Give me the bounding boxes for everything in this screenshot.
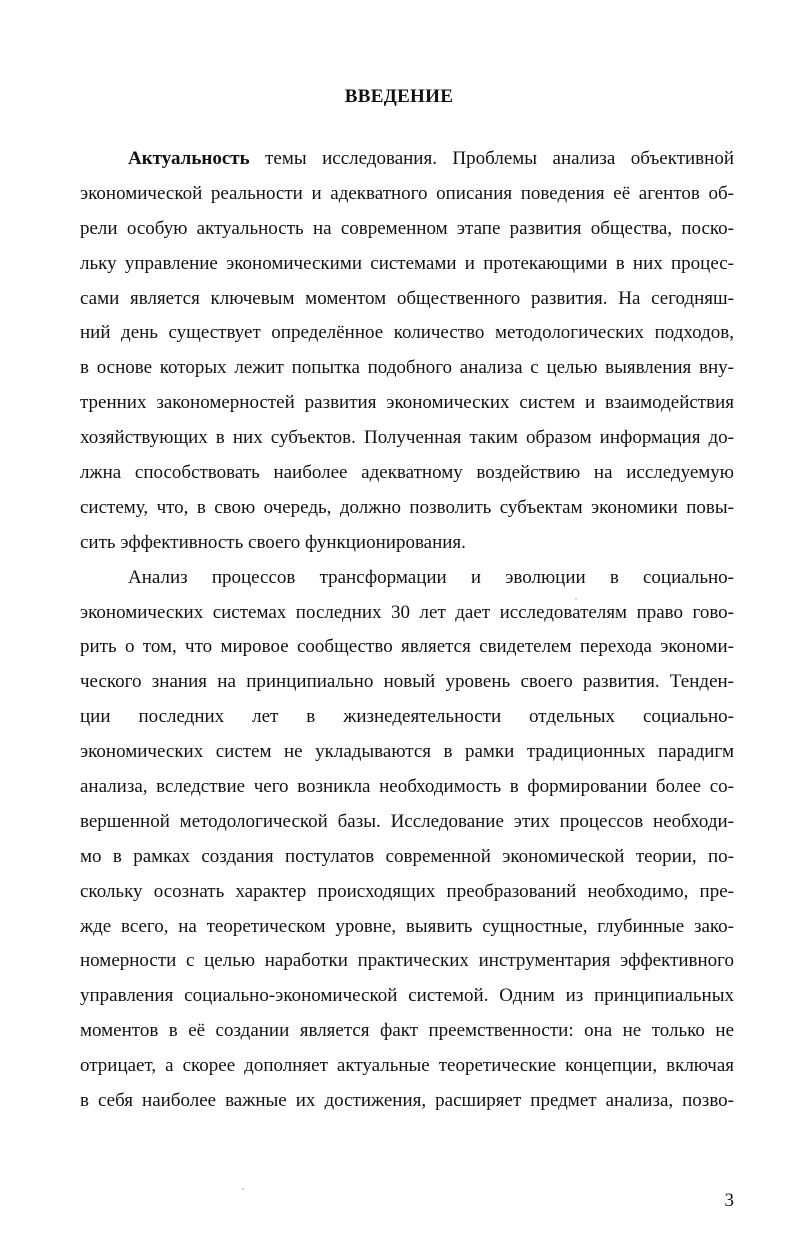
text-line: систему, что, в свою очередь, должно позволить субъектам экономики повы- <box>80 496 734 518</box>
text-line: сить эффективность своего функционирования. <box>80 531 466 553</box>
paragraph-1 <box>80 142 734 561</box>
text-line: управления социально-экономической системой. Одним из принципиальных <box>80 985 734 1007</box>
text-line: льку управление экономическими системами и протекающими в них процес- <box>80 252 734 274</box>
text-line: моментов в её создании является факт преемственности: она не только не <box>80 1020 734 1042</box>
text-line: мо в рамках создания постулатов современной экономической теории, по- <box>80 845 734 867</box>
text-line: отрицает, а скорее дополняет актуальные теоретические концепции, включая <box>80 1055 734 1077</box>
text-line: в себя наиболее важные их достижения, расширяет предмет анализа, позво- <box>80 1090 734 1112</box>
text-line: ции последних лет в жизнедеятельности отдельных социально- <box>80 706 734 728</box>
text-line: ческого знания на принципиально новый уровень своего развития. Тенден- <box>80 671 734 693</box>
text-line: экономических систем не укладываются в рамки традиционных парадигм <box>80 741 734 763</box>
text-line: лжна способствовать наиболее адекватному воздействию на исследуемую <box>80 462 734 484</box>
lead-rest: темы исследования. Проблемы анализа объективной <box>249 148 734 169</box>
text-line: Анализ процессов трансформации и эволюции в социально- <box>128 566 734 588</box>
text-line: анализа, вследствие чего возникла необходимость в формировании более со- <box>80 776 734 798</box>
text-line: экономической реальности и адекватного описания поведения её агентов об- <box>80 182 734 204</box>
text-line: скольку осознать характер происходящих преобразований необходимо, пре- <box>80 880 734 902</box>
body-text <box>80 142 734 1119</box>
text-line: ний день существует определённое количество методологических подходов, <box>80 322 734 344</box>
text-line: хозяйствующих в них субъектов. Полученная таким образом информация до- <box>80 427 734 449</box>
paragraph-2 <box>80 561 734 1119</box>
text-line: рели особую актуальность на современном этапе развития общества, поско- <box>80 217 734 239</box>
paragraph-1-line-1 <box>80 142 734 177</box>
page-number: 3 <box>724 1190 734 1211</box>
text-line: рить о том, что мировое сообщество является свидетелем перехода экономи- <box>80 636 734 658</box>
text-line: жде всего, на теоретическом уровне, выявить сущностные, глубинные зако- <box>80 915 734 937</box>
text-line: вершенной методологической базы. Исследование этих процессов необходи- <box>80 810 734 832</box>
page-title: ВВЕДЕНИЕ <box>344 86 454 107</box>
text-line: номерности с целью наработки практических инструментария эффективного <box>80 950 734 972</box>
text-line: тренних закономерностей развития экономических систем и взаимодействия <box>80 392 734 414</box>
text-line: в основе которых лежит попытка подобного анализа с целью выявления вну- <box>80 357 734 379</box>
text-line: сами является ключевым моментом общественного развития. На сегодняш- <box>80 287 734 309</box>
text-line: экономических системах последних 30 лет дает исследователям право гово- <box>80 601 734 623</box>
lead-term: Актуальность <box>128 148 250 169</box>
scan-speck <box>242 1188 244 1190</box>
